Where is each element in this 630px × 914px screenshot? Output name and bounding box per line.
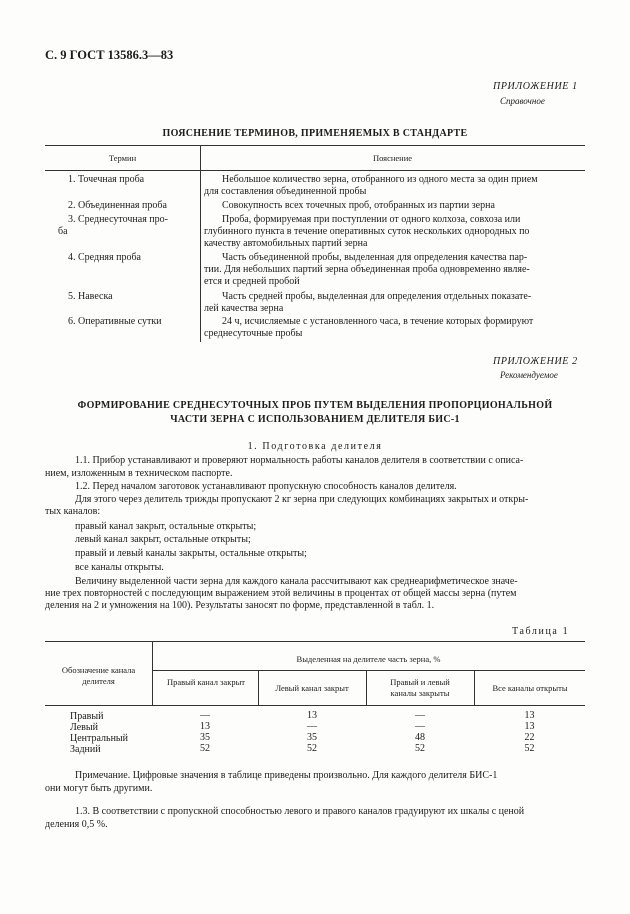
cell: 52 — [200, 743, 210, 754]
combo-1: правый канал закрыт, остальные открыты; — [75, 521, 257, 532]
page-header: С. 9 ГОСТ 13586.3—83 — [45, 48, 174, 62]
combo-2: левый канал закрыт, остальные открыты; — [75, 534, 251, 545]
term-3-line-2: ба — [58, 226, 68, 237]
col-header-3: Правый и левый каналы закрыты — [390, 677, 450, 698]
expl-2-line-1: Совокупность всех точечных проб, отобранных из партии зерна — [222, 200, 495, 211]
col-divider-2 — [366, 670, 367, 705]
para-1-2-line-3: тых каналов: — [45, 506, 101, 517]
para-1-3-line-1: 1.3. В соответствии с пропускной способностью левого и правого каналов градуируют их шкалы с ценой — [75, 806, 525, 817]
term-2: 2. Объединенная проба — [68, 200, 167, 211]
cell: 22 — [524, 732, 535, 743]
appendix2-label: ПРИЛОЖЕНИЕ 2 — [493, 356, 578, 367]
combo-4: все каналы открыты. — [75, 562, 164, 573]
col-header-4: Все каналы открыты — [492, 683, 568, 693]
term-4: 4. Средняя проба — [68, 252, 141, 263]
appendix2-title-line-2: ЧАСТИ ЗЕРНА С ИСПОЛЬЗОВАНИЕМ ДЕЛИТЕЛЯ БИС-1 — [170, 414, 460, 425]
group-header: Выделенная на делителе часть зерна, % — [296, 654, 441, 664]
expl-1-line-1: Небольшое количество зерна, отобранного из одного места за один прием — [222, 174, 538, 185]
table-label: Таблица 1 — [512, 626, 570, 637]
cell: — — [307, 721, 317, 732]
cell: 35 — [200, 732, 210, 743]
col-term-header: Термин — [108, 153, 137, 163]
term-5: 5. Навеска — [68, 291, 113, 302]
appendix1-kind: Справочное — [500, 96, 545, 106]
col-divider-1 — [258, 670, 259, 705]
cell: — — [415, 710, 425, 721]
expl-5-line-1: Часть средней пробы, выделенная для определения отдельных показате- — [222, 291, 532, 302]
stub-header: Обозначение канала делителя — [61, 665, 136, 686]
para-calc-line-2: ние трех повторностей с последующим выражением этой величины в процентах от общей массы зерна (путем — [45, 588, 517, 599]
para-calc-line-3: деления на 2 и умножения на 100). Результаты заносят по форме, представленной в табл. 1. — [45, 600, 435, 611]
row-name-left: Левый — [70, 722, 98, 733]
expl-4-line-1: Часть объединенной пробы, выделенная для определения качества пар- — [222, 252, 528, 263]
table2-header-rule — [45, 705, 585, 706]
section-heading: 1. Подготовка делителя — [247, 441, 383, 452]
table2-stub-divider — [152, 641, 153, 705]
para-1-1-line-2: нием, изложенным в техническом паспорте. — [45, 468, 233, 479]
row-name-rear: Задний — [70, 744, 101, 755]
combo-3: правый и левый каналы закрыты, остальные открыты; — [75, 548, 307, 559]
appendix2-kind: Рекомендуемое — [500, 370, 558, 380]
table1-header-rule — [45, 170, 585, 171]
expl-3-line-3: качеству автомобильных партий зерна — [204, 238, 368, 249]
cell: 52 — [307, 743, 317, 754]
col-header-1: Правый канал закрыт — [166, 677, 246, 687]
expl-6-line-2: среднесуточные пробы — [204, 328, 303, 339]
cell: — — [415, 721, 425, 732]
expl-1-line-2: для составления объединенной пробы — [204, 186, 367, 197]
cell: 13 — [524, 721, 535, 732]
expl-3-line-2: глубинного пункта в течение оперативных суток нескольких однородных по — [204, 226, 530, 237]
table2-top-rule — [45, 641, 585, 642]
cell: 35 — [307, 732, 317, 743]
para-1-2-line-1: 1.2. Перед началом заготовок устанавливают пропускную способность каналов делителя. — [75, 481, 457, 492]
expl-6-line-1: 24 ч, исчисляемые с установленного часа, в течение которых формируют — [222, 316, 534, 327]
row-name-central: Центральный — [70, 733, 129, 744]
note-line-2: они могут быть другими. — [45, 783, 153, 794]
cell: 52 — [524, 743, 535, 754]
table1-body-divider — [200, 170, 201, 342]
cell: 13 — [307, 710, 317, 721]
appendix2-title-line-1: ФОРМИРОВАНИЕ СРЕДНЕСУТОЧНЫХ ПРОБ ПУТЕМ ВЫДЕЛЕНИЯ ПРОПОРЦИОНАЛЬНОЙ — [77, 400, 553, 411]
cell: 13 — [200, 721, 210, 732]
para-1-1-line-1: 1.1. Прибор устанавливают и проверяют нормальность работы каналов делителя в соответствии с описа- — [75, 455, 524, 466]
appendix1-label: ПРИЛОЖЕНИЕ 1 — [493, 81, 578, 92]
cell: 52 — [415, 743, 425, 754]
group-header-rule — [152, 670, 585, 671]
term-1: 1. Точечная проба — [68, 174, 145, 185]
appendix1-title: ПОЯСНЕНИЕ ТЕРМИНОВ, ПРИМЕНЯЕМЫХ В СТАНДАРТЕ — [162, 128, 468, 139]
cell: 48 — [415, 732, 425, 743]
expl-3-line-1: Проба, формируемая при поступлении от одного колхоза, совхоза или — [222, 214, 521, 225]
row-name-right: Правый — [70, 711, 104, 722]
cell: 13 — [524, 710, 535, 721]
term-6: 6. Оперативные сутки — [68, 316, 162, 327]
col-header-2: Левый канал закрыт — [275, 683, 349, 693]
note-line-1: Примечание. Цифровые значения в таблице приведены произвольно. Для каждого делителя БИС-1 — [75, 770, 498, 781]
col-expl-header: Пояснение — [372, 153, 413, 163]
col-divider-3 — [474, 670, 475, 705]
term-3-line-1: 3. Среднесуточная про- — [68, 214, 168, 225]
cell: — — [200, 710, 210, 721]
para-1-3-line-2: деления 0,5 %. — [45, 819, 108, 830]
table1-top-rule — [45, 145, 585, 146]
expl-5-line-2: лей качества зерна — [204, 303, 284, 314]
para-1-2-line-2: Для этого через делитель трижды пропускают 2 кг зерна при следующих комбинациях закрытых и откры- — [75, 494, 529, 505]
para-calc-line-1: Величину выделенной части зерна для каждого канала рассчитывают как среднеарифметическое значе- — [75, 576, 518, 587]
expl-4-line-3: ется и средней пробой — [204, 276, 300, 287]
expl-4-line-2: тии. Для небольших партий зерна объединенная проба одновременно являе- — [204, 264, 530, 275]
